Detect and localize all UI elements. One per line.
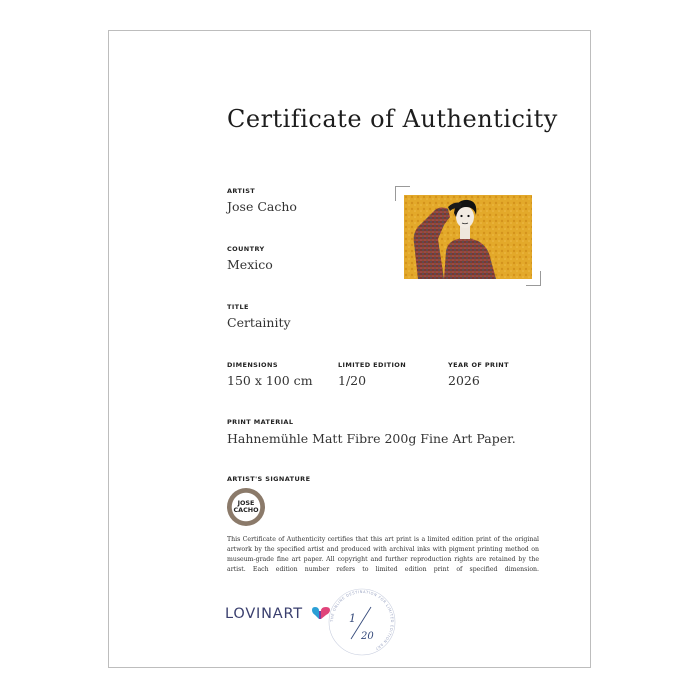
artist-label: ARTIST bbox=[227, 187, 256, 195]
edition-value: 1/20 bbox=[338, 373, 367, 388]
edition-stamp-icon bbox=[327, 587, 397, 657]
stamp-edition-total: 20 bbox=[361, 631, 374, 642]
stamp-edition-number: 1 bbox=[349, 612, 356, 625]
signature-label: ARTIST'S SIGNATURE bbox=[227, 475, 311, 483]
year-value: 2026 bbox=[448, 373, 480, 388]
signature-seal-icon bbox=[227, 488, 265, 526]
country-label: COUNTRY bbox=[227, 245, 265, 253]
material-label: PRINT MATERIAL bbox=[227, 418, 294, 426]
artist-value: Jose Cacho bbox=[227, 199, 297, 214]
artwork-illustration bbox=[404, 195, 532, 279]
certificate-title: Certificate of Authenticity bbox=[227, 105, 558, 133]
dimensions-value: 150 x 100 cm bbox=[227, 373, 313, 388]
year-label: YEAR OF PRINT bbox=[448, 361, 509, 369]
country-value: Mexico bbox=[227, 257, 273, 272]
artwork-thumbnail bbox=[395, 186, 541, 286]
lovinart-logo: LOVINART bbox=[225, 606, 303, 622]
seal-last-name: CACHO bbox=[233, 506, 259, 514]
edition-label: LIMITED EDITION bbox=[338, 361, 407, 369]
stamp-ring-text: THE ONLINE DESTINATION FOR LIMITED EDITION ART bbox=[329, 589, 395, 651]
certificate-sheet bbox=[108, 30, 591, 668]
seal-first-name: JOSE bbox=[237, 499, 255, 507]
dimensions-label: DIMENSIONS bbox=[227, 361, 278, 369]
certificate-statement: This Certificate of Authenticity certifies that this art print is a limited edition print of the original artwork by the specified artist and produced with archival inks with pigment printing method on museum-grade fine art paper. All copyright and further reproduction rights are retained by the artist. Each edition number refers to limited edition print of specified dimension. bbox=[227, 536, 539, 573]
material-value: Hahnemühle Matt Fibre 200g Fine Art Paper. bbox=[227, 431, 516, 446]
artwork-title-value: Certainity bbox=[227, 315, 291, 330]
artwork-image bbox=[404, 195, 532, 279]
title-label: TITLE bbox=[227, 303, 249, 311]
